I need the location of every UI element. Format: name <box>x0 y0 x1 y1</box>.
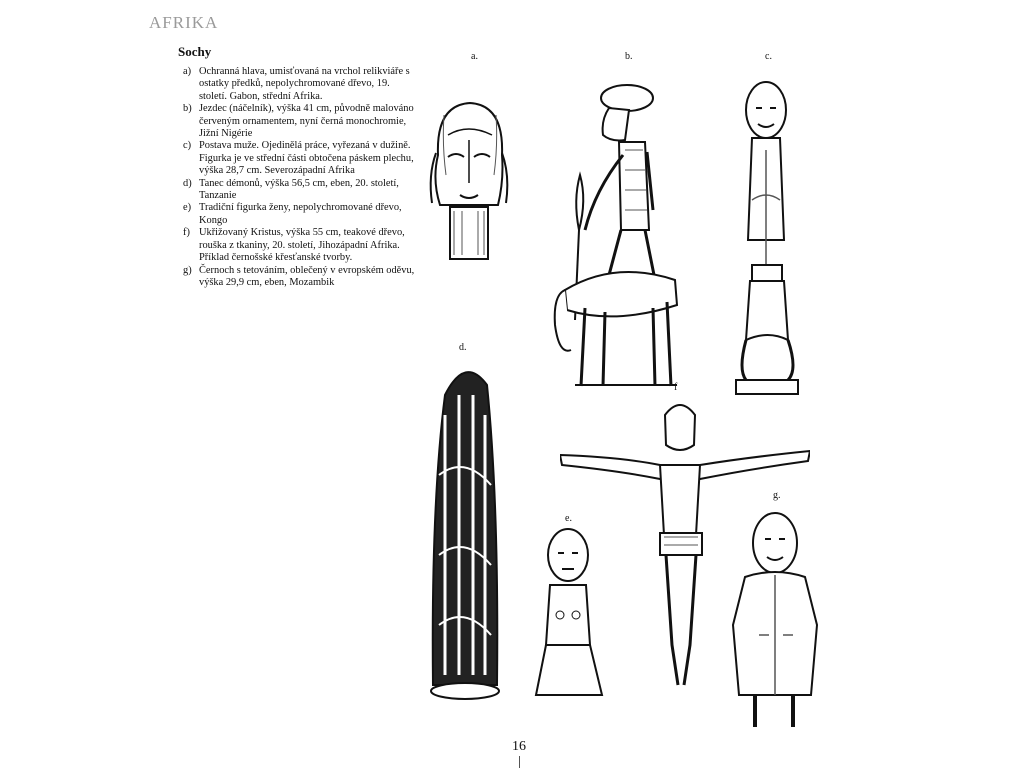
figure-label-d: d. <box>459 342 467 353</box>
page-divider <box>519 756 520 768</box>
caption-letter: g) <box>183 264 192 276</box>
caption-item-c <box>183 140 415 177</box>
figure-label-f: f <box>674 382 678 393</box>
caption-list <box>183 66 415 289</box>
page-number: 16 <box>512 739 526 754</box>
figure-a-head-illustration <box>418 95 518 265</box>
figure-label-e: e. <box>565 513 572 524</box>
caption-item-e <box>183 202 415 227</box>
figure-g-coat-man-illustration <box>725 505 825 730</box>
caption-item-g <box>183 265 415 290</box>
caption-letter: c) <box>183 140 192 152</box>
caption-letter: e) <box>183 202 192 214</box>
caption-text: Tradiční figurka ženy, nepolychromované dřevo, Kongo <box>199 202 402 226</box>
figure-label-c: c. <box>765 51 772 62</box>
caption-item-a <box>183 66 415 103</box>
caption-text: Černoch s tetováním, oblečený v evropském oděvu, výška 29,9 cm, eben, Mozambik <box>199 264 415 288</box>
caption-letter: b) <box>183 103 192 115</box>
figure-c-standing-figure-illustration <box>728 80 808 400</box>
figure-e-woman-illustration <box>530 525 610 705</box>
caption-text: Tanec démonů, výška 56,5 cm, eben, 20. století, Tanzanie <box>199 177 399 202</box>
figure-label-a: a. <box>471 51 478 62</box>
caption-letter: d) <box>183 177 192 189</box>
figure-label-g: g. <box>773 490 781 501</box>
caption-letter: a) <box>183 66 192 77</box>
caption-item-b <box>183 103 415 140</box>
caption-item-d <box>183 178 415 203</box>
section-title: Sochy <box>178 44 212 59</box>
caption-text: Ukřižovaný Kristus, výška 55 cm, teakové dřevo, rouška z tkaniny, 20. století, Jihozápadní Afrika. Příklad černošské křesťanské tvorby. <box>199 227 405 264</box>
caption-text: Postava muže. Ojedinělá práce, vyřezaná v dužině. Figurka je ve střední části obtočena páskem plechu, výška 28,7 cm. Severozápadní Afrika <box>199 140 414 177</box>
caption-letter: f) <box>183 227 190 239</box>
figure-d-demon-dance-illustration <box>425 355 505 700</box>
figure-label-b: b. <box>625 51 633 62</box>
caption-text: Jezdec (náčelník), výška 41 cm, původně malováno červeným ornamentem, nyní černá monochromie, Jižní Nigérie <box>199 103 414 140</box>
figure-b-rider-illustration <box>545 80 695 390</box>
caption-text: Ochranná hlava, umisťovaná na vrchol relikviáře s ostatky předků, nepolychromované dřevo, 19. století. Gabon, střední Afrika. <box>199 66 410 102</box>
chapter-title: AFRIKA <box>149 13 219 32</box>
caption-item-f <box>183 227 415 264</box>
